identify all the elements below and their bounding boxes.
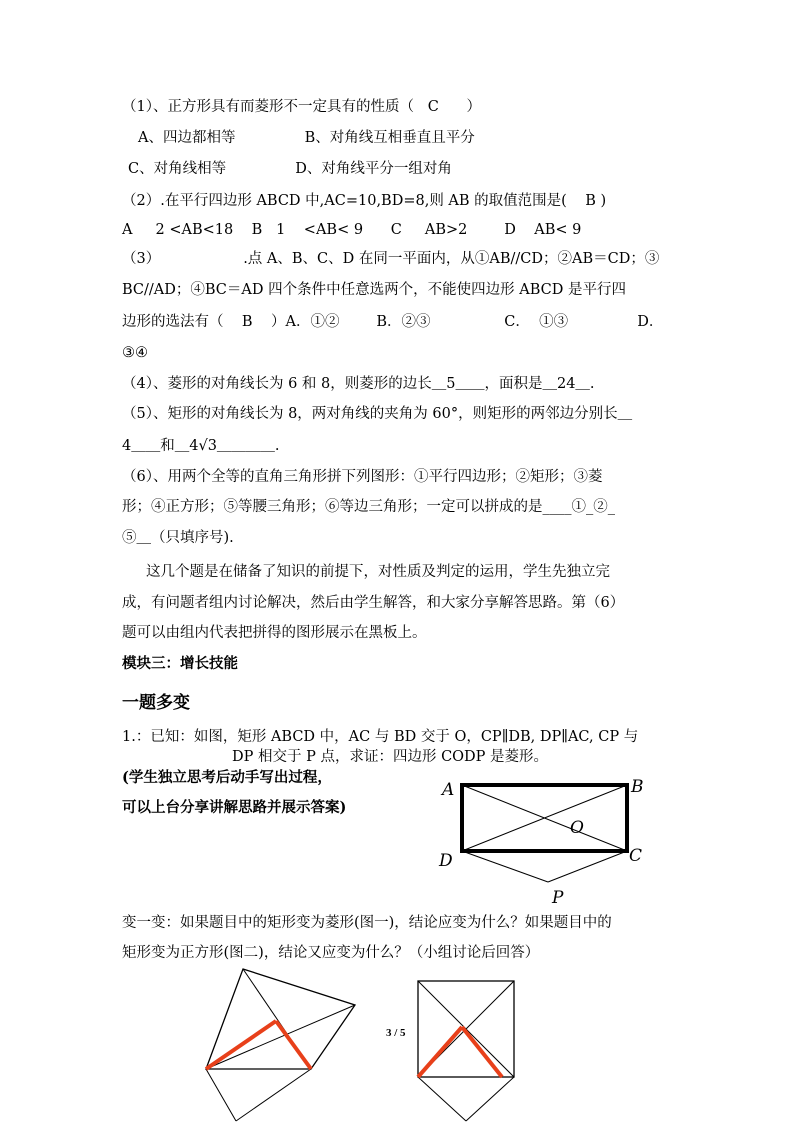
- page-number: 3 / 5: [386, 1027, 406, 1039]
- rhombus-extension-2: [236, 1069, 311, 1121]
- module-heading: 模块三：增长技能: [122, 655, 238, 672]
- q6-line1: （6）、用两个全等的直角三角形拼下列图形：①平行四边形；②矩形；③菱: [122, 469, 603, 485]
- rhombus-highlight-1: [206, 1021, 276, 1069]
- segment-dp: [462, 851, 548, 882]
- problem-1-line2: DP 相交于 P 点，求证：四边形 CODP 是菱形。: [232, 749, 549, 765]
- label-a: A: [442, 780, 455, 800]
- square-highlight-2: [462, 1027, 502, 1077]
- q3-line2: BC//AD；④BC＝AD 四个条件中任意选两个，不能使四边形 ABCD 是平行四: [122, 282, 626, 298]
- q1-options-cd: C、对角线相等 D、对角线平分一组对角: [128, 161, 452, 177]
- q6-line2: 形；④正方形；⑤等腰三角形；⑥等边三角形；一定可以拼成的是____①_②_: [122, 499, 615, 515]
- q1-options-ab: A、四边都相等 B、对角线互相垂直且平分: [138, 130, 475, 146]
- q5-line2: 4＿＿和＿4√3＿＿＿＿.: [122, 438, 280, 454]
- commentary-line2: 成，有问题者组内讨论解决，然后由学生解答，和大家分享解答思路。第（6）: [122, 595, 625, 611]
- q4: （4）、菱形的对角线长为 6 和 8，则菱形的边长＿5＿＿，面积是＿24＿.: [122, 376, 595, 392]
- figure-rhombus: [196, 965, 361, 1123]
- variation-line2: 矩形变为正方形(图二)，结论又应变为什么？（小组讨论后回答）: [122, 945, 540, 961]
- variation-line1: 变一变：如果题目中的矩形变为菱形(图一)，结论应变为什么？如果题目中的: [122, 915, 612, 931]
- label-d: D: [439, 851, 453, 871]
- label-c: C: [629, 846, 643, 866]
- square-extension-1: [418, 1077, 466, 1121]
- instruction-line1: (学生独立思考后动手写出过程，: [122, 769, 332, 786]
- rhombus-highlight-2: [276, 1021, 311, 1069]
- label-o: O: [570, 818, 584, 838]
- commentary-line3: 题可以由组内代表把拼得的图形展示在黑板上。: [122, 625, 427, 641]
- section-heading: 一题多变: [122, 693, 190, 713]
- q2-options: A 2 <AB<18 B 1 <AB< 9 C AB>2 D AB< 9: [122, 222, 582, 238]
- q1-stem: （1）、正方形具有而菱形不一定具有的性质（ C ）: [122, 99, 482, 115]
- rhombus-extension-1: [206, 1069, 236, 1121]
- q3-line1: （3） .点 A、B、C、D 在同一平面内，从①AB//CD；②AB＝CD；③: [122, 251, 660, 267]
- square-highlight-1: [418, 1027, 462, 1077]
- q3-line4: ③④: [122, 345, 148, 361]
- figure-square: [410, 975, 528, 1123]
- label-p: P: [552, 888, 564, 908]
- segment-cp: [548, 851, 627, 882]
- label-b: B: [631, 777, 644, 797]
- q5-line1: （5）、矩形的对角线长为 8，两对角线的夹角为 60°，则矩形的两邻边分别长＿: [122, 406, 633, 422]
- problem-1-line1: 1.：已知：如图，矩形 ABCD 中，AC 与 BD 交于 O，CP∥DB, DP∥AC, CP 与: [122, 729, 639, 745]
- square-extension-2: [466, 1077, 514, 1121]
- rectangle-figure: [430, 770, 660, 885]
- q6-line3: ⑤＿（只填序号).: [122, 530, 234, 546]
- q2-stem: （2）.在平行四边形 ABCD 中,AC=10,BD=8,则 AB 的取值范围是( B ): [122, 193, 607, 209]
- commentary-line1: 这几个题是在储备了知识的前提下，对性质及判定的运用，学生先独立完: [146, 564, 610, 580]
- q3-line3: 边形的选法有（ B ）A．①② B．②③ C． ①③ D．: [122, 314, 664, 330]
- instruction-line2: 可以上台分享讲解思路并展示答案): [122, 799, 347, 816]
